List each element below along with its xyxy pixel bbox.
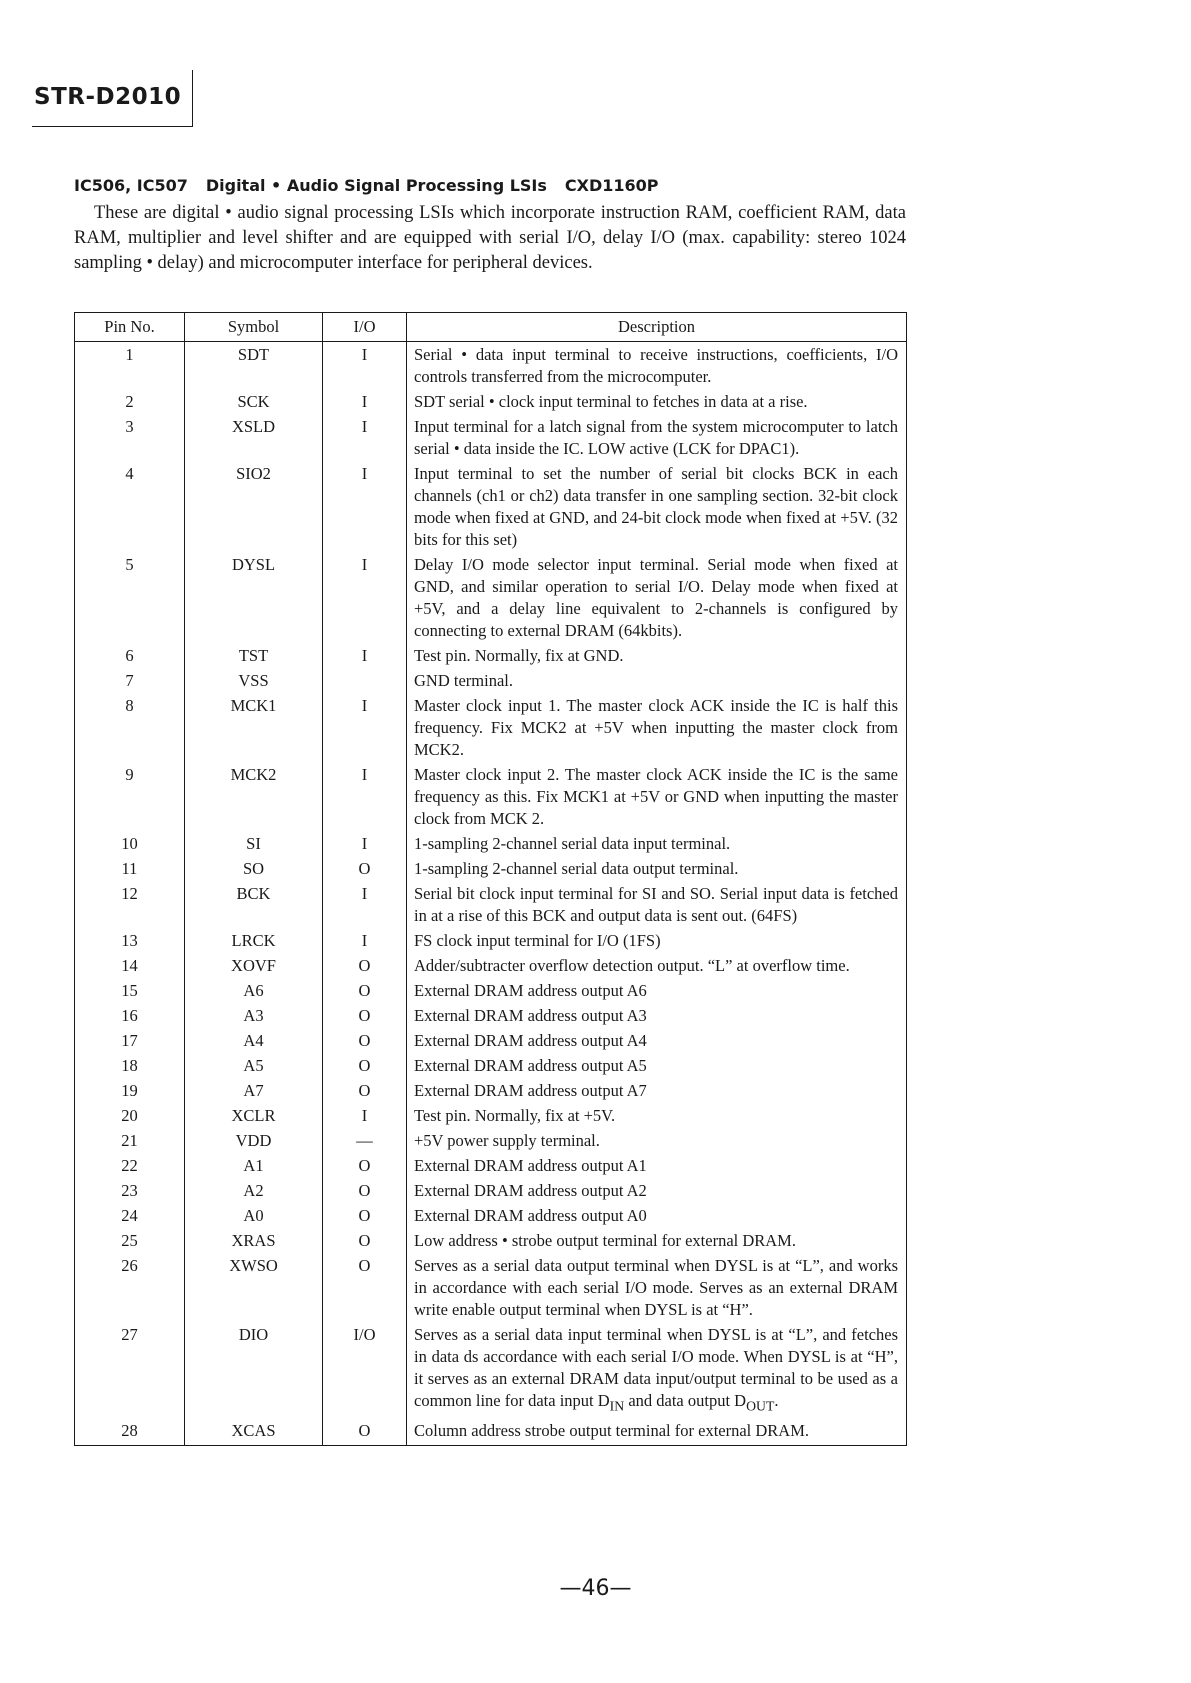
pin-description: Low address • strobe output terminal for external DRAM.	[407, 1230, 907, 1255]
pin-number: 10	[121, 834, 138, 853]
table-row	[75, 1005, 907, 1030]
model-header-box	[32, 70, 193, 127]
pin-io: I	[323, 930, 407, 955]
pin-io: O	[323, 1080, 407, 1105]
header-description: Description	[407, 313, 907, 342]
pin-description: External DRAM address output A4	[407, 1030, 907, 1055]
pin-description: External DRAM address output A1	[407, 1155, 907, 1180]
section-title	[74, 176, 659, 195]
table-row	[75, 1420, 907, 1446]
model-number: STR-D2010	[34, 84, 182, 110]
table-row	[75, 391, 907, 416]
pin-io: I	[323, 342, 407, 392]
pin-description: Input terminal for a latch signal from the system microcomputer to latch serial • data inside the IC. LOW active (LCK for DPAC1).	[407, 416, 907, 463]
pin-io: O	[323, 1005, 407, 1030]
pin-symbol: SDT	[185, 342, 323, 392]
pin-number: 16	[121, 1006, 138, 1025]
pin-io: O	[323, 1205, 407, 1230]
header-symbol: Symbol	[185, 313, 323, 342]
header-pin-no: Pin No.	[75, 313, 185, 342]
pin-number: 22	[121, 1156, 138, 1175]
pin-description: Serves as a serial data output terminal when DYSL is at “L”, and works in accordance with each serial I/O mode. Serves as an external DRAM write enable output terminal when DYSL is at “H”.	[407, 1255, 907, 1324]
pin-symbol: BCK	[185, 883, 323, 930]
pin-number: 11	[121, 859, 138, 878]
pin-number: 28	[121, 1421, 138, 1441]
table-row	[75, 1080, 907, 1105]
table-row	[75, 1324, 907, 1420]
pin-description: GND terminal.	[407, 670, 907, 695]
pin-description: Input terminal to set the number of serial bit clocks BCK in each channels (ch1 or ch2) data transfer in one sampling section. 32-bit clock mode when fixed at GND, and 24-bit clock mode when fixed at +5V. (32 bits for this set)	[407, 463, 907, 554]
pin-description: Test pin. Normally, fix at GND.	[407, 645, 907, 670]
pin-symbol: MCK2	[185, 764, 323, 833]
pin-symbol: LRCK	[185, 930, 323, 955]
pin-description: External DRAM address output A7	[407, 1080, 907, 1105]
pin-symbol: SCK	[185, 391, 323, 416]
pin-number: 14	[121, 956, 138, 975]
subscript-dout: OUT	[746, 1398, 775, 1414]
part-number: CXD1160P	[564, 176, 659, 195]
table-row	[75, 1255, 907, 1324]
pin-io: I	[323, 695, 407, 764]
pin-symbol: DYSL	[185, 554, 323, 645]
pin-number: 13	[121, 931, 138, 950]
pin-io: I	[323, 1105, 407, 1130]
pin-description: Column address strobe output terminal for external DRAM.	[407, 1420, 907, 1446]
table-row	[75, 554, 907, 645]
pin-number: 24	[121, 1206, 138, 1225]
table-row	[75, 342, 907, 392]
pin-io: I	[323, 391, 407, 416]
pin-description: 1-sampling 2-channel serial data input terminal.	[407, 833, 907, 858]
pin-io: O	[323, 955, 407, 980]
pin-number: 1	[125, 345, 134, 364]
pin-number: 20	[121, 1106, 138, 1125]
table-row	[75, 1155, 907, 1180]
pin-description: Adder/subtracter overflow detection output. “L” at overflow time.	[407, 955, 907, 980]
pin-io: I	[323, 554, 407, 645]
pin-io: O	[323, 1230, 407, 1255]
pin-io: I	[323, 463, 407, 554]
pin-description: Delay I/O mode selector input terminal. Serial mode when fixed at GND, and similar operation to serial I/O. Delay mode when fixed at +5V, and a delay line equivalent to 2-channels is configured by connecting to external DRAM (64kbits).	[407, 554, 907, 645]
pin-io: O	[323, 858, 407, 883]
pin-symbol: XWSO	[185, 1255, 323, 1324]
table-row	[75, 1030, 907, 1055]
table-row	[75, 1055, 907, 1080]
pin-symbol: XCLR	[185, 1105, 323, 1130]
pin-io: I	[323, 883, 407, 930]
pin-io: I	[323, 645, 407, 670]
pin-symbol: XCAS	[185, 1420, 323, 1446]
pin-number: 26	[121, 1256, 138, 1275]
pin-description: External DRAM address output A0	[407, 1205, 907, 1230]
pin-symbol: DIO	[185, 1324, 323, 1420]
pin-io: —	[323, 1130, 407, 1155]
pin-description: Test pin. Normally, fix at +5V.	[407, 1105, 907, 1130]
table-header-row	[75, 313, 907, 342]
pin-symbol: VSS	[185, 670, 323, 695]
table-row	[75, 980, 907, 1005]
pin-description: 1-sampling 2-channel serial data output terminal.	[407, 858, 907, 883]
table-row	[75, 1180, 907, 1205]
pin-number: 19	[121, 1081, 138, 1100]
pin-description: Master clock input 1. The master clock ACK inside the IC is half this frequency. Fix MCK2 at +5V when inputting the master clock from MCK2.	[407, 695, 907, 764]
pin-symbol: SIO2	[185, 463, 323, 554]
pin-number: 4	[125, 464, 134, 483]
pin-description: Master clock input 2. The master clock ACK inside the IC is the same frequency as this. Fix MCK1 at +5V or GND when inputting the master clock from MCK 2.	[407, 764, 907, 833]
pin-description-text: Serves as a serial data input terminal when DYSL is at “L”, and fetches in data ds accordance with each serial I/O mode. When DYSL is at “H”, it serves as an external DRAM data input/output terminal to be used as a common line for data input D	[414, 1325, 898, 1410]
table-row	[75, 1230, 907, 1255]
pin-symbol: VDD	[185, 1130, 323, 1155]
pin-description-text-tail: .	[774, 1391, 779, 1410]
pin-io: O	[323, 1030, 407, 1055]
pin-symbol: A6	[185, 980, 323, 1005]
subscript-din: IN	[609, 1398, 625, 1414]
table-row	[75, 416, 907, 463]
pin-description: FS clock input terminal for I/O (1FS)	[407, 930, 907, 955]
pin-number: 9	[125, 765, 134, 784]
section-heading: Digital • Audio Signal Processing LSIs	[205, 176, 547, 195]
pin-symbol: XSLD	[185, 416, 323, 463]
intro-paragraph: These are digital • audio signal processing LSIs which incorporate instruction RAM, coefficient RAM, data RAM, multiplier and level shifter and are equipped with serial I/O, delay I/O (max. capability: stereo 1024 sampling • delay) and microcomputer interface for peripheral devices.	[74, 203, 906, 273]
pin-symbol: A2	[185, 1180, 323, 1205]
pin-description: External DRAM address output A6	[407, 980, 907, 1005]
pin-number: 21	[121, 1131, 138, 1150]
pin-symbol: A3	[185, 1005, 323, 1030]
table-row	[75, 1130, 907, 1155]
table-row	[75, 833, 907, 858]
pin-symbol: TST	[185, 645, 323, 670]
pin-number: 6	[125, 646, 134, 665]
ic-references: IC506, IC507	[74, 176, 188, 195]
pin-description: External DRAM address output A3	[407, 1005, 907, 1030]
pin-io: O	[323, 1155, 407, 1180]
pin-number: 17	[121, 1031, 138, 1050]
pin-number: 23	[121, 1181, 138, 1200]
header-io: I/O	[323, 313, 407, 342]
pin-number: 18	[121, 1056, 138, 1075]
pin-symbol: XRAS	[185, 1230, 323, 1255]
pin-number: 2	[125, 392, 134, 411]
table-row	[75, 670, 907, 695]
pin-io: O	[323, 980, 407, 1005]
pin-symbol: A7	[185, 1080, 323, 1105]
table-row	[75, 858, 907, 883]
pin-description: Serial bit clock input terminal for SI and SO. Serial input data is fetched in at a rise of this BCK and output data is sent out. (64FS)	[407, 883, 907, 930]
pin-description: +5V power supply terminal.	[407, 1130, 907, 1155]
table-row	[75, 645, 907, 670]
pin-symbol: A5	[185, 1055, 323, 1080]
pin-number: 8	[125, 696, 134, 715]
table-row	[75, 463, 907, 554]
pin-io: I	[323, 764, 407, 833]
pin-io	[323, 670, 407, 695]
pin-symbol: XOVF	[185, 955, 323, 980]
pin-io: I	[323, 416, 407, 463]
pin-description: Serial • data input terminal to receive instructions, coefficients, I/O controls transferred from the microcomputer.	[407, 342, 907, 392]
pin-symbol: A1	[185, 1155, 323, 1180]
pin-number: 3	[125, 417, 134, 436]
page-number: —46—	[559, 1576, 632, 1601]
pin-number: 5	[125, 555, 134, 574]
pin-description-table	[74, 312, 907, 1446]
pin-description: SDT serial • clock input terminal to fetches in data at a rise.	[407, 391, 907, 416]
table-row	[75, 930, 907, 955]
table-row	[75, 695, 907, 764]
table-row	[75, 1105, 907, 1130]
pin-io: O	[323, 1180, 407, 1205]
table-row	[75, 764, 907, 833]
pin-description: External DRAM address output A2	[407, 1180, 907, 1205]
pin-number: 12	[121, 884, 138, 903]
table-row	[75, 955, 907, 980]
pin-number: 27	[121, 1325, 138, 1344]
pin-symbol: MCK1	[185, 695, 323, 764]
pin-number: 15	[121, 981, 138, 1000]
pin-number: 7	[125, 671, 134, 690]
pin-symbol: SO	[185, 858, 323, 883]
pin-io: O	[323, 1420, 407, 1446]
table-row	[75, 1205, 907, 1230]
pin-io: I	[323, 833, 407, 858]
pin-description	[407, 1324, 907, 1420]
pin-symbol: SI	[185, 833, 323, 858]
pin-io: I/O	[323, 1324, 407, 1420]
pin-symbol: A0	[185, 1205, 323, 1230]
table-row	[75, 883, 907, 930]
pin-number: 25	[121, 1231, 138, 1250]
pin-io: O	[323, 1055, 407, 1080]
pin-io: O	[323, 1255, 407, 1324]
pin-description: External DRAM address output A5	[407, 1055, 907, 1080]
pin-description-text-mid: and data output D	[624, 1391, 747, 1410]
pin-symbol: A4	[185, 1030, 323, 1055]
